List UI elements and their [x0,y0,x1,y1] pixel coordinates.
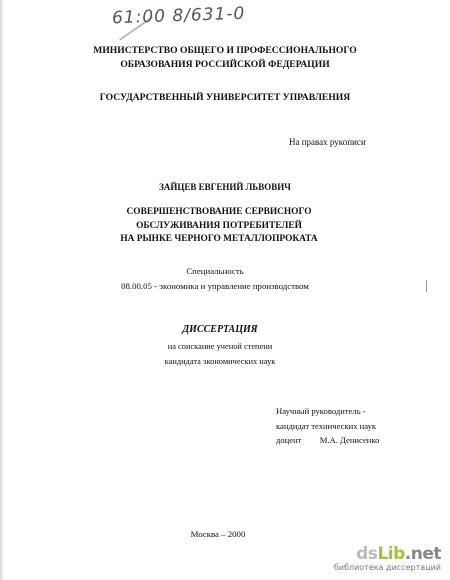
advisor-name: М.А. Денисенко [319,435,380,445]
advisor-position-line [276,433,379,448]
author-name: ЗАЙЦЕВ ЕВГЕНИЙ ЛЬВОВИЧ [159,182,291,192]
margin-mark [426,280,427,292]
specialty-block [0,264,440,294]
advisor-position: доцент [276,435,302,445]
logo-lib: Lib [377,544,405,564]
degree-line-2: кандидата экономических наук [164,356,276,366]
dslib-watermark [333,544,447,576]
handwritten-catalog-number: 61:00 8/631-0 [111,3,246,29]
ministry-line-2: ОБРАЗОВАНИЯ РОССИЙСКОЙ ФЕДЕРАЦИИ [120,59,330,70]
place-year: Москва – 2000 [190,529,246,539]
dissertation-heading: ДИССЕРТАЦИЯ [182,324,258,335]
specialty-label: Специальность [186,266,244,276]
dissertation-title [0,206,444,247]
logo-ds: ds [356,544,378,564]
dslib-logo [356,544,441,564]
ministry-header [0,44,450,72]
rights-note: На правах рукописи [289,137,366,147]
advisor-role: Научный руководитель - [276,406,366,416]
title-line-1: СОВЕРШЕНСТВОВАНИЕ СЕРВИСНОГО [126,207,312,217]
advisor-block [276,404,379,448]
title-line-2: ОБСЛУЖИВАНИЯ ПОТРЕБИТЕЛЕЙ [136,220,302,231]
logo-tld: .net [404,544,441,564]
university-name: ГОСУДАРСТВЕННЫЙ УНИВЕРСИТЕТ УПРАВЛЕНИЯ [99,92,351,103]
degree-line-1: на соискание ученой степени [167,342,273,351]
title-line-3: НА РЫНКЕ ЧЕРНОГО МЕТАЛЛОПРОКАТА [120,234,318,244]
advisor-degree: кандидат технических наук [276,420,377,431]
dissertation-degree [0,340,445,369]
specialty-code: 08.00.05 - экономика и управление производством [121,281,309,291]
ministry-line-1: МИНИСТЕРСТВО ОБЩЕГО И ПРОФЕССИОНАЛЬНОГО [93,45,357,56]
watermark-caption: библиотека диссертаций [333,563,441,572]
